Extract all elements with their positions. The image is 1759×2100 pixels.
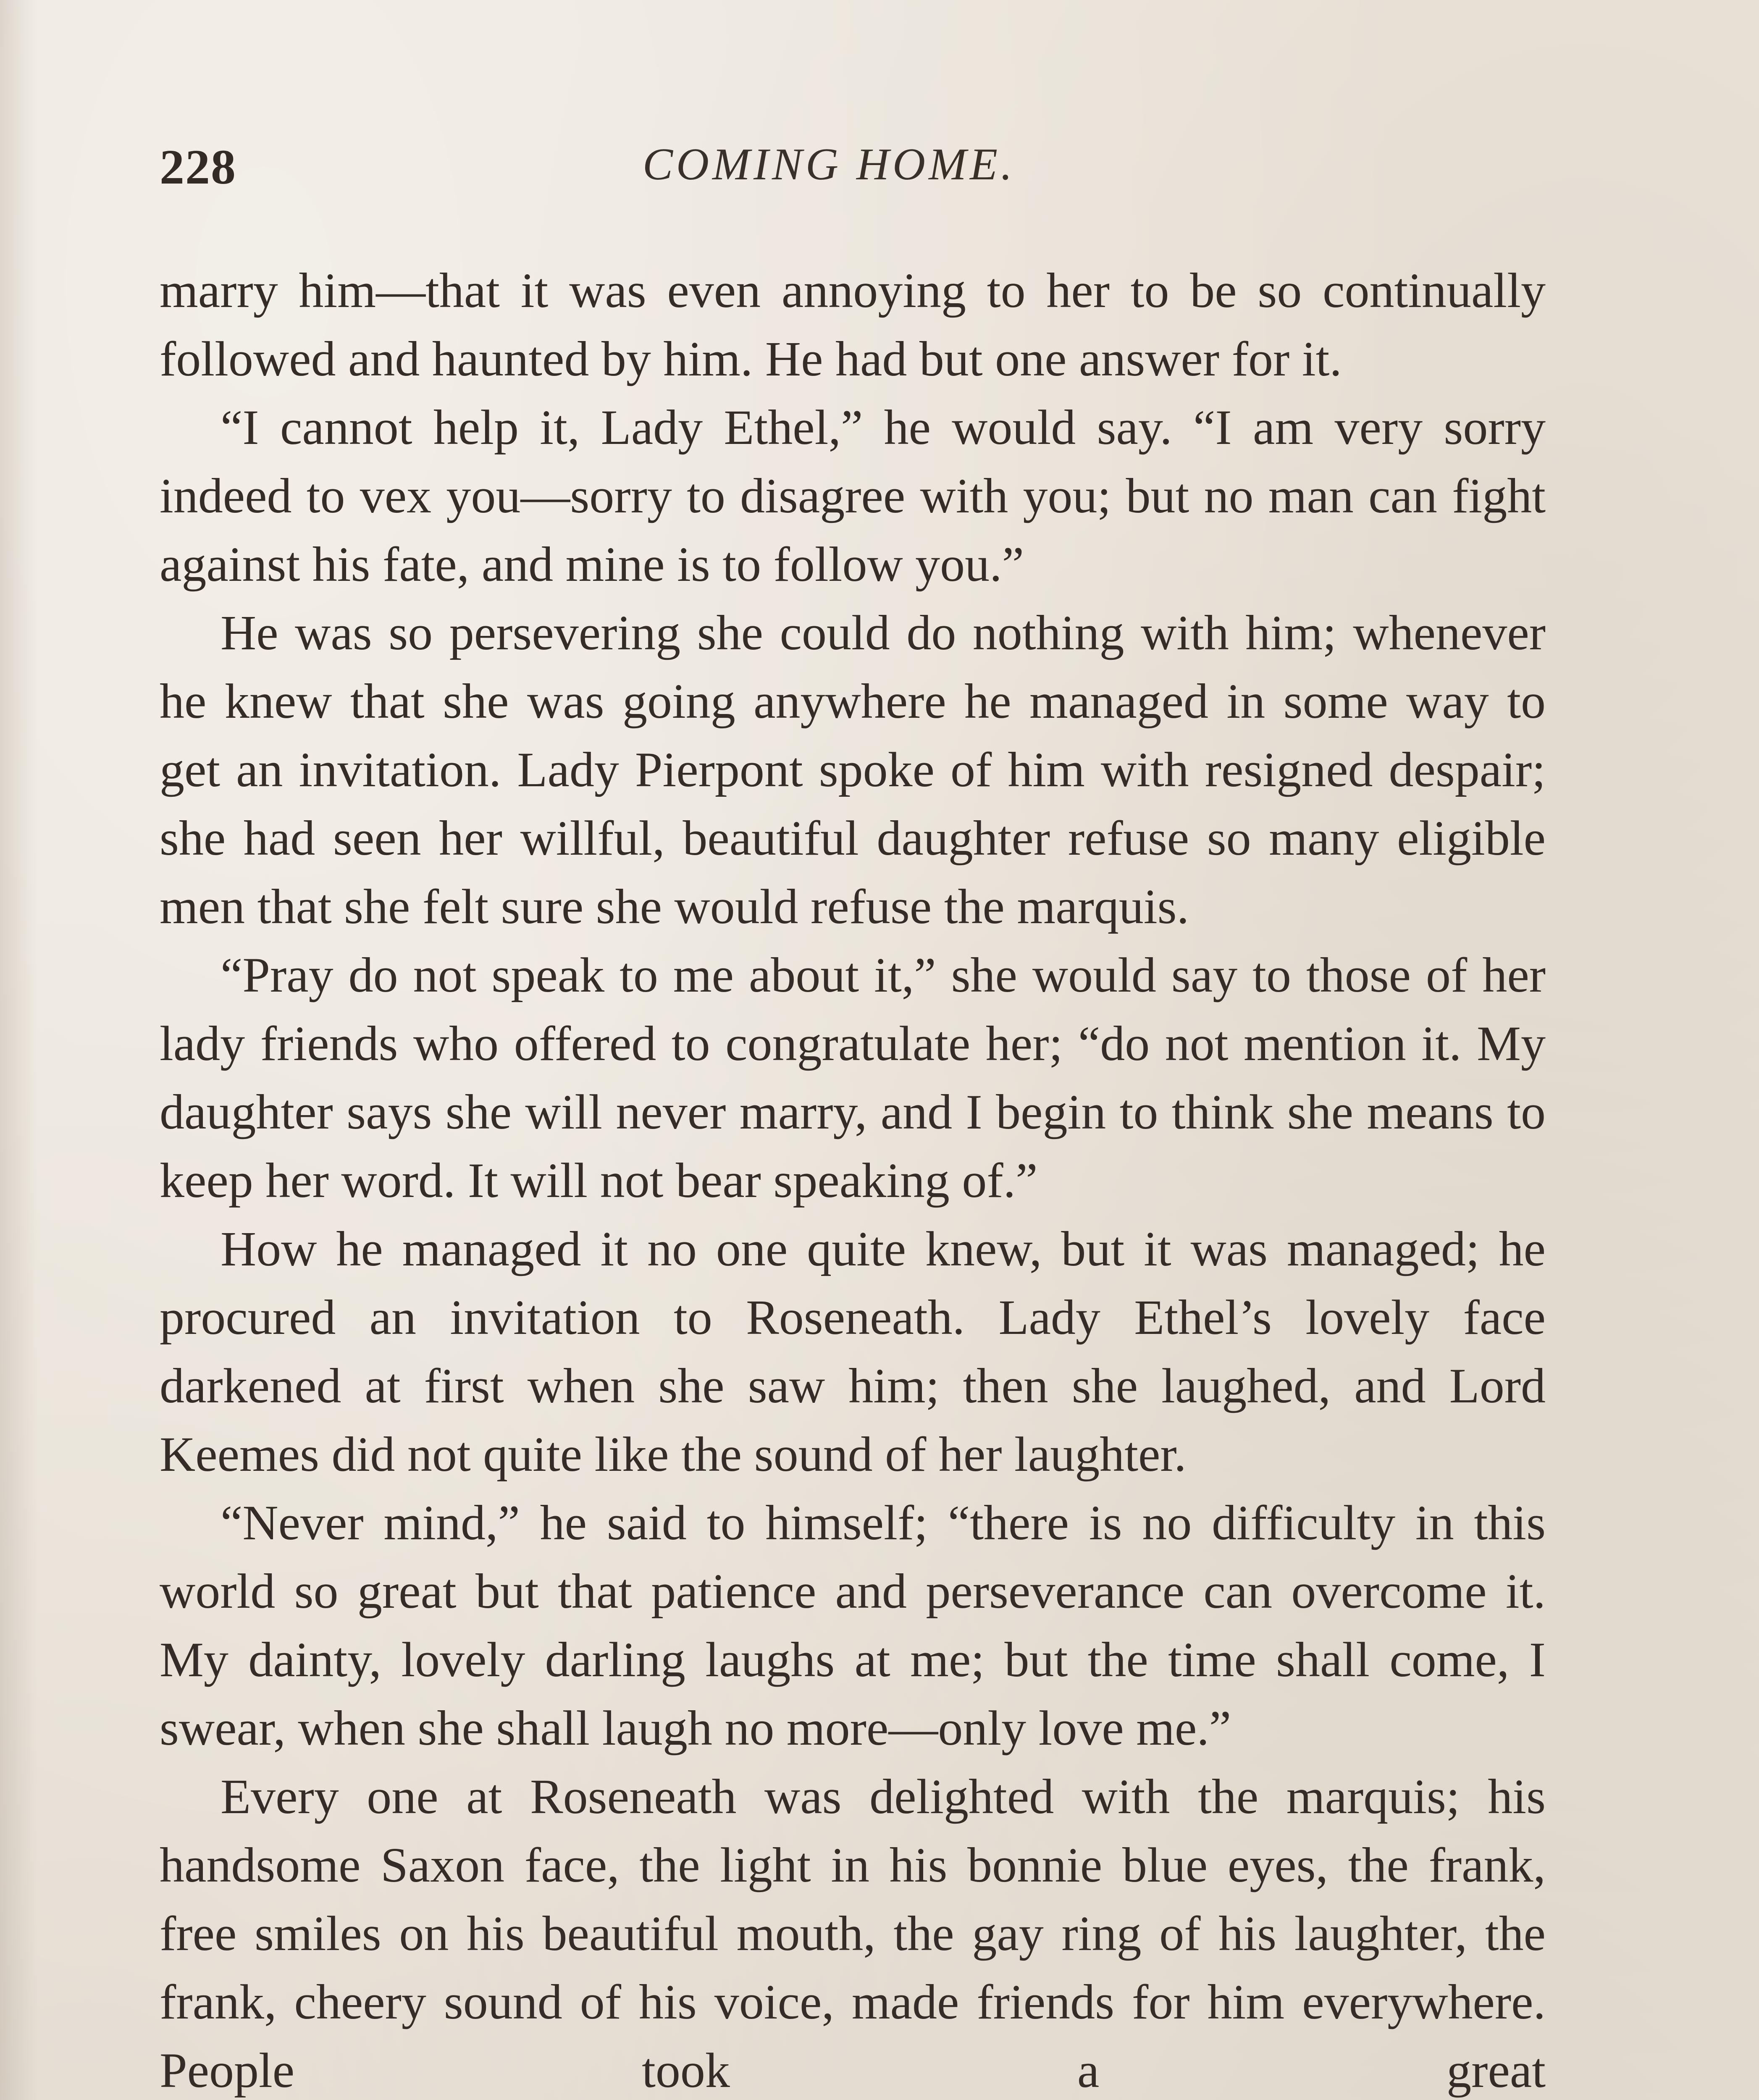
paragraph: “Pray do not speak to me about it,” she would say to those of her lady friends who offered to congratulate her; “do not mention it. My daughter says she will never marry, and I begin to think she means to keep her word. It will not bear speaking of.” (160, 948, 1546, 1208)
page-edge-shadow (0, 0, 38, 2100)
paragraph: “I cannot help it, Lady Ethel,” he would say. “I am very sorry indeed to vex you—sorry to disagree with you; but no man can fight against his fate, and mine is to follow you.” (160, 400, 1546, 592)
paragraph: “Never mind,” he said to himself; “there is no difficulty in this world so great but that patience and perseverance can overcome it. My dainty, lovely darling laughs at me; but the time shall come, I swear, when she shall laugh no more—only love me.” (160, 1495, 1546, 1756)
body-text (160, 256, 1546, 2100)
paragraph: How he managed it no one quite knew, but it was managed; he procured an invitation to Roseneath. Lady Ethel’s lovely face darkened at first when she saw him; then she laughed, and Lord Keemes did not quite like the sound of her laughter. (160, 1221, 1546, 1482)
paragraph-continues: Every one at Roseneath was delighted with the marquis; his handsome Saxon face, the light in his bonnie blue eyes, the frank, free smiles on his beautiful mouth, the gay ring of his laughter, the frank, cheery sound of his voice, made friends for him everywhere. People took a great (160, 1769, 1546, 2098)
running-head (160, 139, 1546, 202)
paragraph-continued: marry him—that it was even annoying to her to be so continually followed and haunted by him. He had but one answer for it. (160, 263, 1546, 386)
running-title: COMING HOME. (643, 139, 1016, 189)
paragraph: He was so persevering she could do nothing with him; whenever he knew that she was going anywhere he managed in some way to get an invitation. Lady Pierpont spoke of him with resigned despair; she had seen her willful, beautiful daughter refuse so many eligible men that she felt sure she would refuse the marquis. (160, 605, 1546, 934)
page-number: 228 (160, 139, 236, 194)
